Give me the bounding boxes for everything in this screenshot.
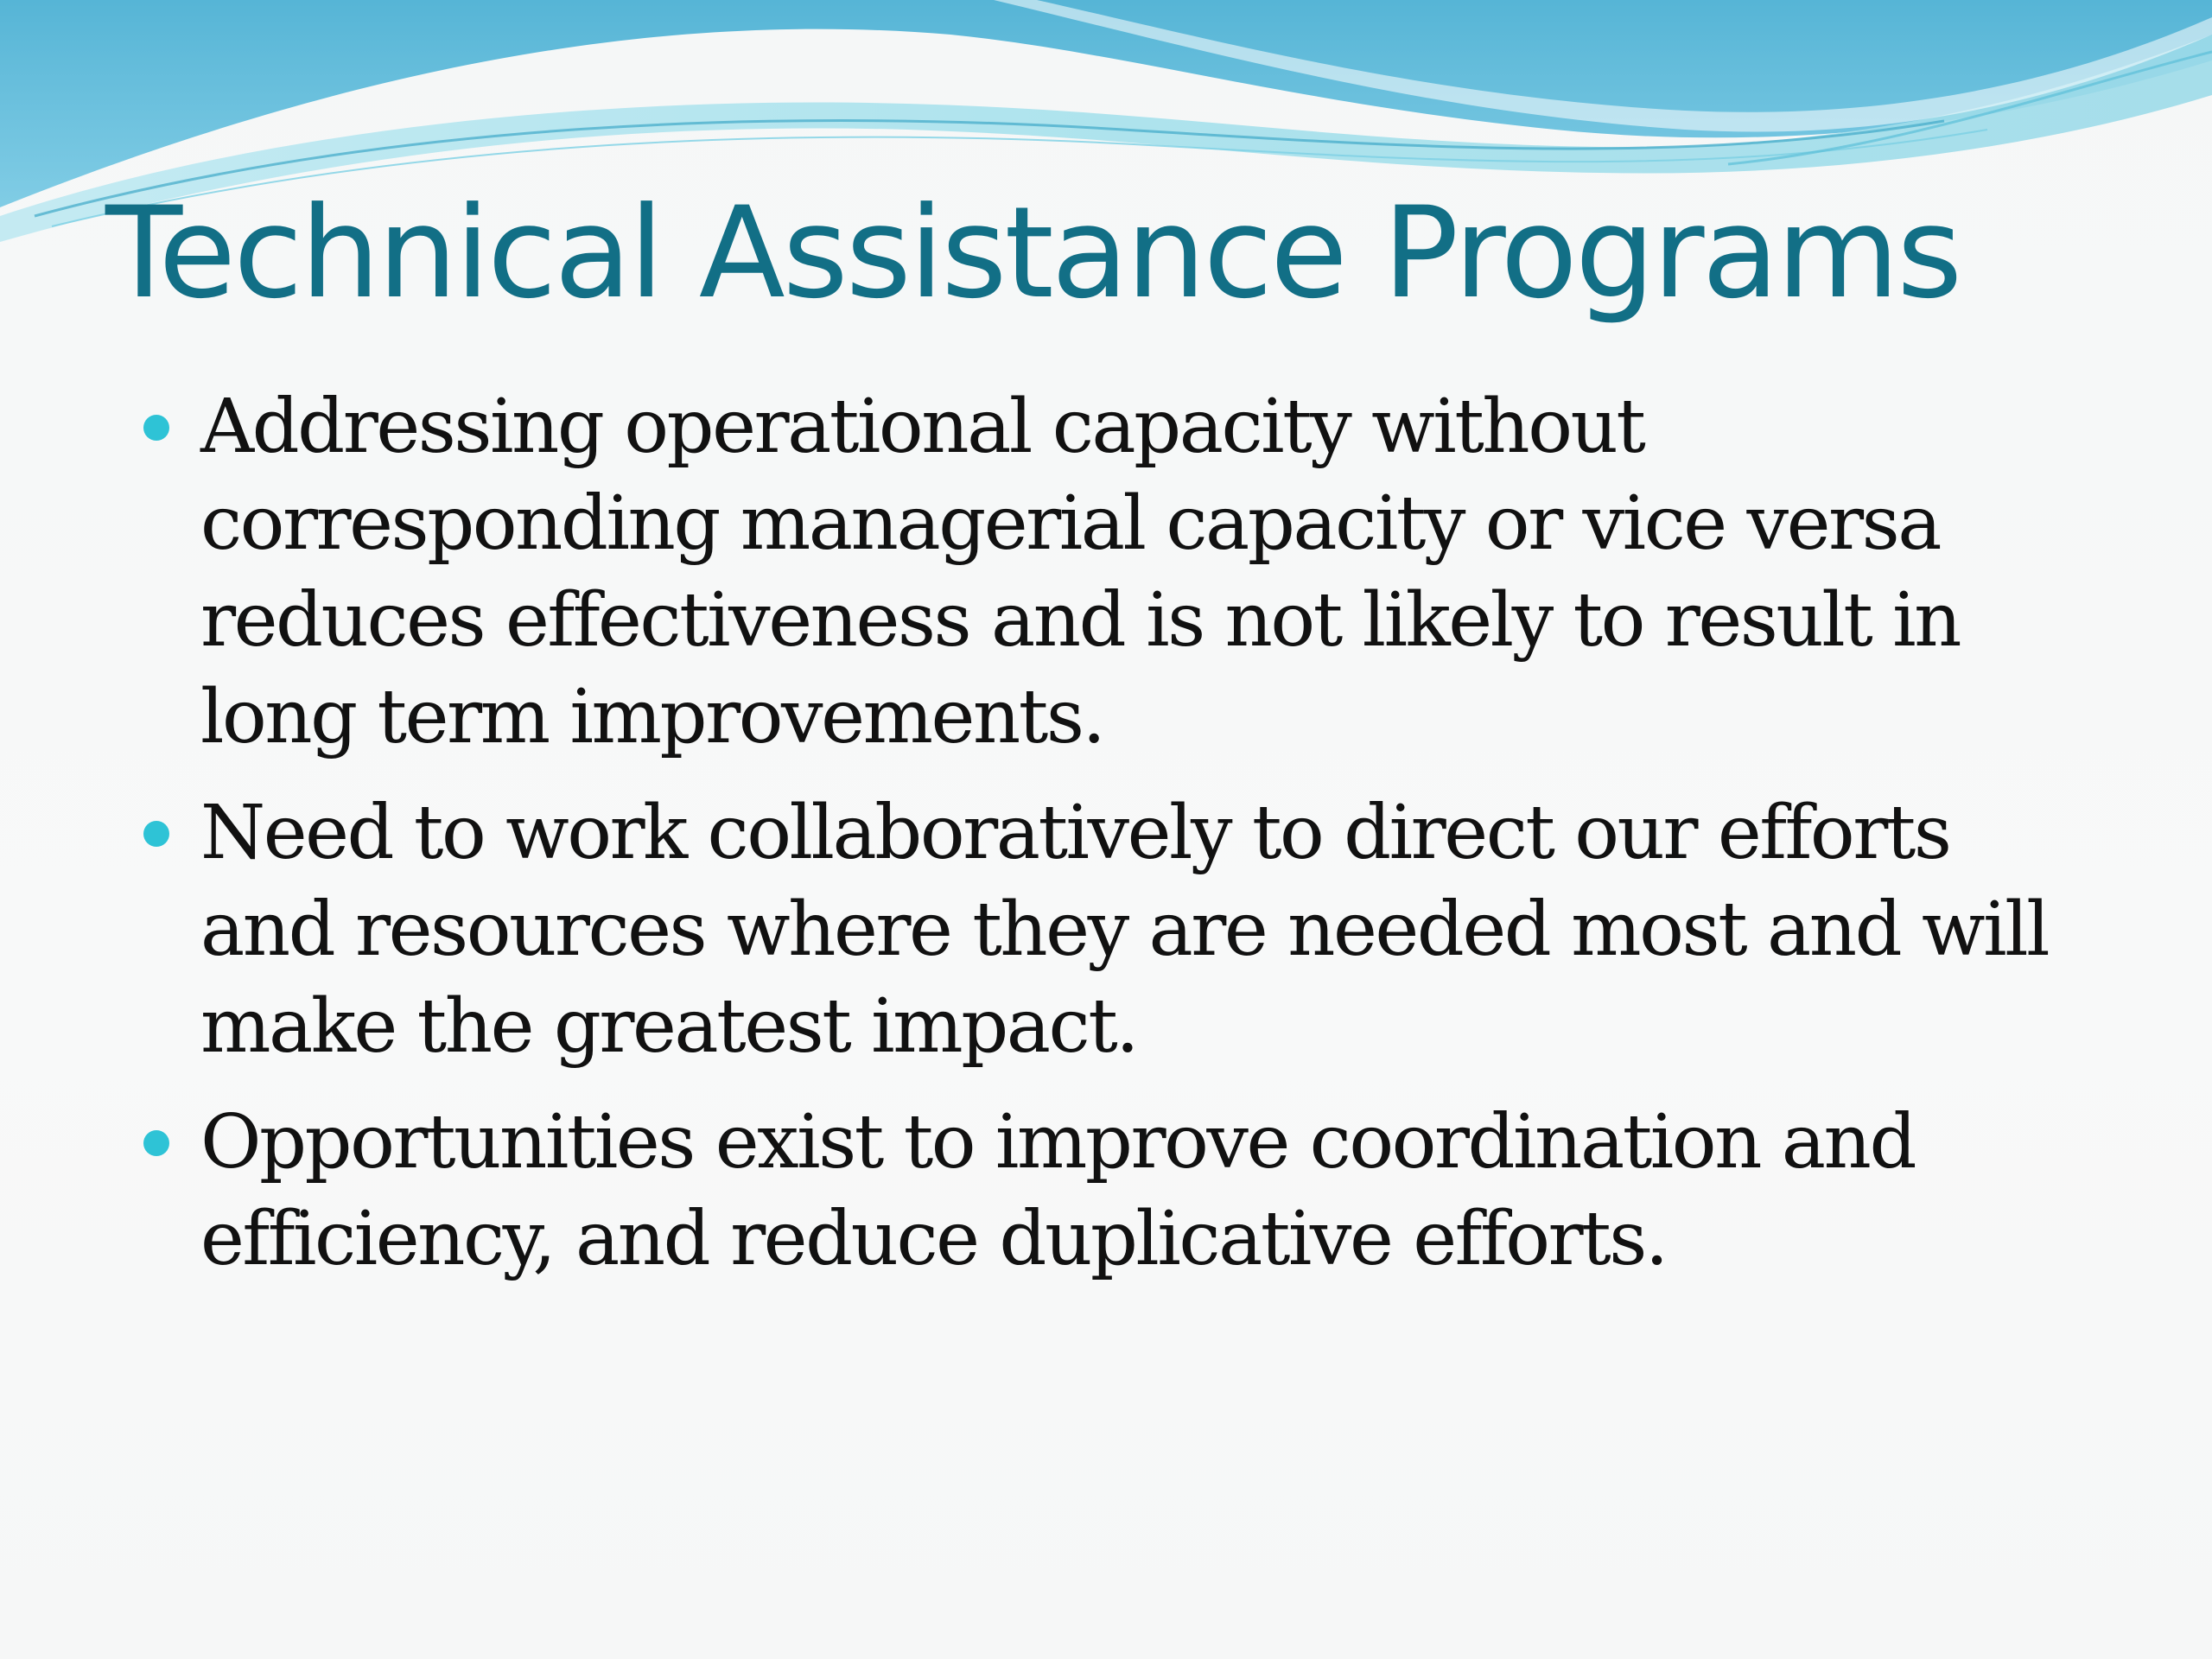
- bullet-item: [138, 1094, 2091, 1287]
- bullet-item: [138, 785, 2091, 1075]
- bullet-text: Opportunities exist to improve coordination and efficiency, and reduce duplicative efforts.: [200, 1099, 1915, 1282]
- bullet-item: [138, 378, 2091, 766]
- slide-title: Technical Assistance Programs: [105, 180, 1961, 327]
- bullet-text: Need to work collaboratively to direct our efforts and resources where they are needed most and will make the greatest impact.: [200, 790, 2049, 1070]
- bullet-dot-icon: [143, 415, 169, 441]
- bullet-dot-icon: [143, 1130, 169, 1156]
- bullet-list: [138, 378, 2091, 1306]
- bullet-text: Addressing operational capacity without corresponding managerial capacity or vice versa reduces effectiveness and is not likely to result in long term improvements.: [200, 384, 1961, 760]
- bullet-dot-icon: [143, 821, 169, 847]
